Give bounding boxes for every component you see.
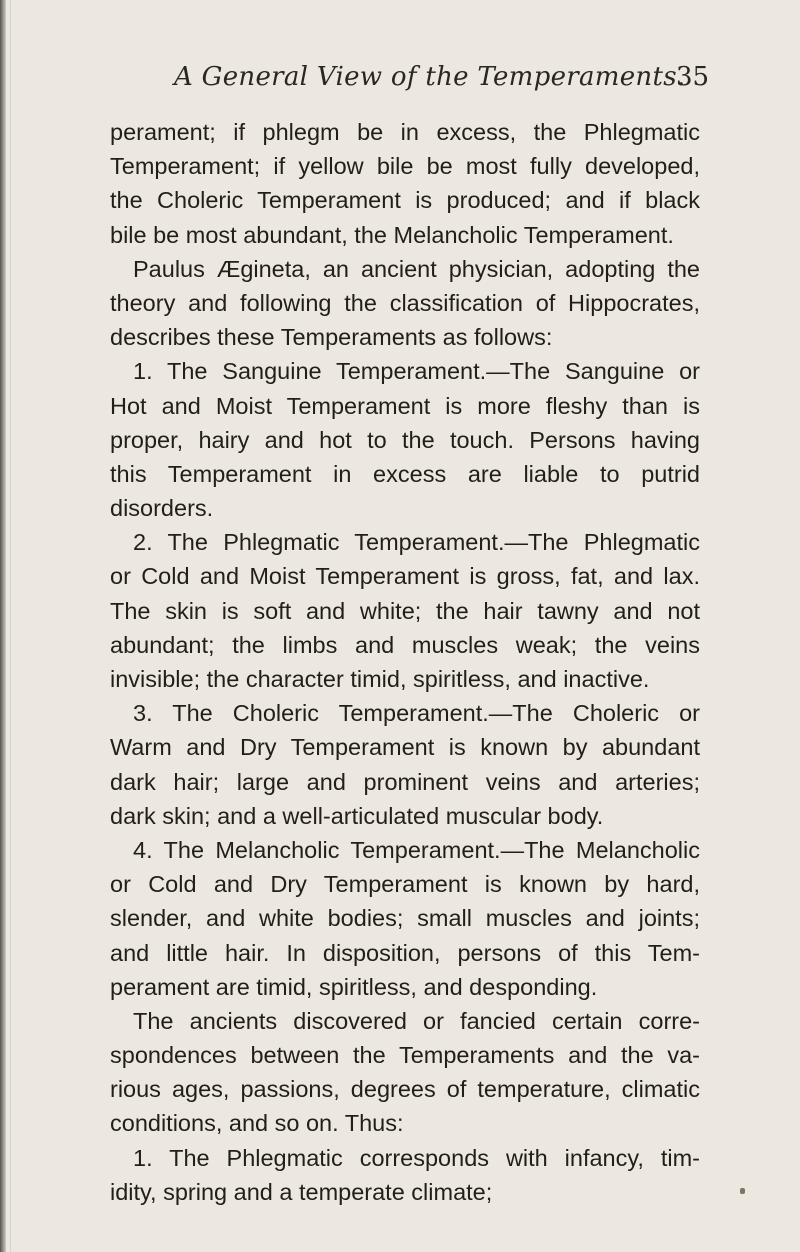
text-line: disorders. <box>110 495 214 522</box>
text-line: bile be most abundant, the Melancholic Temperament. <box>110 221 674 248</box>
text-line: describes these Temperaments as follows: <box>110 324 553 351</box>
text-line: Warm and Dry Temperament is known by abundant <box>110 734 700 761</box>
text-line: spondences between the Temperaments and the va- <box>110 1042 700 1069</box>
page-fold-line <box>10 0 11 1252</box>
page-number: 35 <box>676 62 710 92</box>
body-text <box>110 115 700 1209</box>
text-line: theory and following the classification of Hippocrates, <box>110 289 700 316</box>
text-line: 3. The Choleric Temperament.—The Choleric or <box>133 700 700 727</box>
text-line: proper, hairy and hot to the touch. Persons having <box>110 426 700 453</box>
text-line: idity, spring and a temperate climate; <box>110 1178 493 1205</box>
text-line: invisible; the character timid, spiritless, and inactive. <box>110 666 650 692</box>
text-line: The ancients discovered or fancied certain corre- <box>133 1007 700 1034</box>
text-line: dark skin; and a well-articulated muscular body. <box>110 802 604 829</box>
text-line: the Choleric Temperament is produced; and if black <box>110 187 700 214</box>
running-head <box>0 60 800 104</box>
text-line: and little hair. In disposition, persons of this Tem- <box>110 939 700 966</box>
text-line: perament are timid, spiritless, and desponding. <box>110 973 598 1000</box>
text-line: 1. The Sanguine Temperament.—The Sanguine or <box>133 358 700 385</box>
text-line: conditions, and so on. Thus: <box>110 1110 404 1137</box>
page-binding-edge <box>0 0 6 1252</box>
text-line: or Cold and Dry Temperament is known by hard, <box>110 871 700 898</box>
text-line: or Cold and Moist Temperament is gross, fat, and lax. <box>110 563 700 590</box>
text-line: this Temperament in excess are liable to putrid <box>110 460 700 487</box>
text-line: slender, and white bodies; small muscles and joints; <box>110 905 700 932</box>
text-line: The skin is soft and white; the hair tawny and not <box>110 597 700 624</box>
text-line: 4. The Melancholic Temperament.—The Melancholic <box>133 836 700 863</box>
text-line: 1. The Phlegmatic corresponds with infancy, tim- <box>133 1144 700 1171</box>
text-line: 2. The Phlegmatic Temperament.—The Phlegmatic <box>133 529 700 556</box>
paper-speck <box>740 1188 745 1194</box>
text-line: abundant; the limbs and muscles weak; the veins <box>110 631 700 658</box>
text-line: rious ages, passions, degrees of temperature, climatic <box>110 1076 700 1103</box>
running-head-title: A General View of the Temperaments. <box>174 62 686 92</box>
text-line: dark hair; large and prominent veins and arteries; <box>110 768 700 795</box>
text-line: perament; if phlegm be in excess, the Phlegmatic <box>110 119 700 145</box>
text-line: Hot and Moist Temperament is more fleshy than is <box>110 392 700 419</box>
text-line: Temperament; if yellow bile be most fully developed, <box>110 153 700 180</box>
text-line: Paulus Ægineta, an ancient physician, adopting the <box>133 255 700 282</box>
